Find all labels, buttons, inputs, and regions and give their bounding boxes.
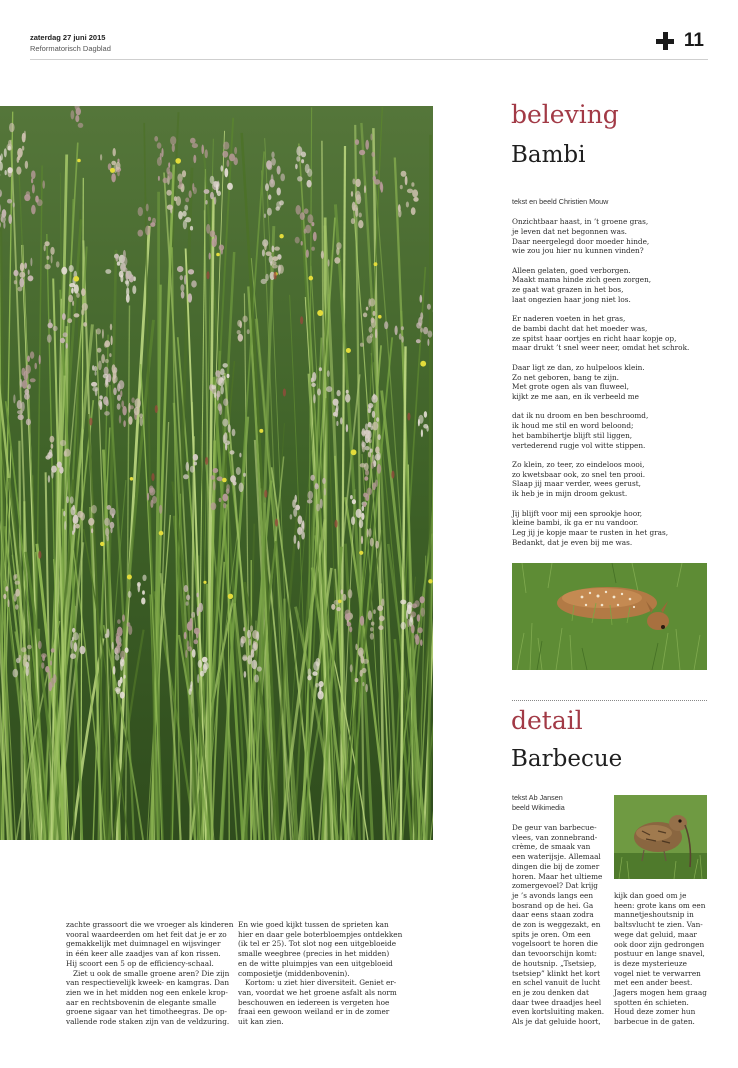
poem-line: Daar ligt ze dan, zo hulpeloos klein.	[512, 362, 645, 372]
poem-line: Maakt mama hinde zich geen zorgen,	[512, 275, 652, 285]
grass-meadow-photo	[0, 106, 433, 840]
text-line: van respectievelijk kweek- en kamgras. Dan	[66, 978, 230, 988]
text-line: met een ander beest.	[614, 978, 693, 988]
text-line: vallende rode staken zijn van de veldzuring.	[66, 1017, 230, 1027]
text-line: baltsvlucht te zien. Van-	[614, 920, 703, 930]
text-line: de houtsnip. „Tsetsiep,	[512, 958, 597, 968]
poem-line: dat ik nu droom en ben beschroomd,	[512, 411, 649, 421]
poem-title: Bambi	[511, 142, 586, 168]
text-line: wege dat geluid, maar	[614, 929, 697, 939]
poem-stanza	[512, 363, 712, 402]
text-line: tsetsiep” klinkt het kort	[512, 968, 601, 978]
poem-line: je leven dat net begonnen was.	[512, 226, 628, 236]
text-line: vooral waardeerden om het feit dat je er zo	[66, 929, 227, 939]
poem-line: Onzichtbaar haast, in ’t groene gras,	[512, 217, 649, 226]
text-line: Houd deze zomer hun	[614, 1007, 696, 1017]
detail-byline-text: tekst Ab Jansen	[512, 793, 563, 802]
poem-line: Er naderen voeten in het gras,	[512, 314, 626, 324]
poem-line: ik houd me stil en word beloond;	[512, 421, 634, 431]
poem-stanza	[512, 460, 712, 499]
woodcock-photo	[614, 795, 707, 879]
text-line: van, voordat we het groene asfalt als norm	[238, 987, 397, 997]
poem-stanza	[512, 266, 712, 305]
text-line: dingen die bij de zomer	[512, 861, 600, 871]
poem-line: Zo klein, zo teer, zo eindeloos mooi,	[512, 459, 645, 469]
text-line: zomergevoel? Dat krijg	[512, 881, 598, 891]
text-line: hier en daar gele boterbloempjes ontdekken	[238, 929, 403, 939]
text-line: en de witte pluimpjes van een uitgebloeid	[238, 958, 393, 968]
poem-line: ik heb je in mijn droom gekust.	[512, 489, 628, 499]
text-line: spotten én schieten.	[614, 997, 689, 1007]
section-kicker-beleving: beleving	[511, 100, 619, 129]
text-line: vogel niet te verwarren	[614, 968, 701, 978]
text-line: en schel vanuit de lucht	[512, 978, 601, 988]
poem-line: ze spitst haar oortjes en richt haar kopje op,	[512, 333, 677, 343]
detail-column-1	[512, 823, 612, 1027]
poem-line: kleine bambi, ik ga er nu vandoor.	[512, 518, 639, 528]
text-line: is deze mysterieuze	[614, 958, 687, 968]
text-line: Kortom: u ziet hier diversiteit. Geniet er-	[238, 978, 397, 988]
text-line: vogelsoort te horen die	[512, 939, 598, 949]
text-line: Hij scoort een 5 op de efficiency-schaal.	[66, 958, 214, 968]
text-line: En wie goed kijkt tussen de sprieten kan	[238, 920, 389, 929]
header-paper-name: Reformatorisch Dagblad	[30, 44, 111, 53]
text-line: zien we in het midden nog een enkele krop-	[66, 987, 228, 997]
section-kicker-detail: detail	[511, 706, 583, 735]
text-line: Jagers mogen hem graag	[614, 988, 707, 998]
poem-line: Daar neergelegd door moeder hinde,	[512, 236, 650, 246]
poem-line: wie zou jou hier nu kunnen vinden?	[512, 246, 644, 256]
text-line: postuur en lange snavel,	[614, 949, 705, 959]
text-line: bosrand op de hei. Ga	[512, 900, 594, 910]
text-line: De geur van barbecue-	[512, 823, 597, 832]
poem-line: het bambihertje blijft stil liggen,	[512, 430, 633, 440]
text-line: groene sigaar van het timotheegras. De op-	[66, 1007, 227, 1017]
poem-line: Met grote ogen als van fluweel,	[512, 382, 629, 392]
poem-line: laat ongezien haar jong niet los.	[512, 294, 631, 304]
text-line: mannetjeshoutsnip in	[614, 910, 694, 920]
text-line: de zon is weggezakt, en	[512, 920, 601, 930]
text-line: heen: grote kans om een	[614, 900, 706, 910]
poem-line: Alleen gelaten, goed verborgen.	[512, 265, 631, 275]
detail-byline-image: beeld Wikimedia	[512, 803, 565, 812]
poem-line: Zo net geboren, bang te zijn.	[512, 372, 619, 382]
text-line: crème, de smaak van	[512, 842, 591, 852]
text-line: je ’s avonds langs een	[512, 890, 594, 900]
poem-line: Bedankt, dat je even bij me was.	[512, 537, 633, 547]
text-line: fraai een gewoon weiland er in de zomer	[238, 1007, 390, 1017]
section-divider	[512, 700, 707, 701]
poem-line: ze gaat wat grazen in het bos,	[512, 285, 624, 295]
text-line: Als je dat geluide hoort,	[512, 1017, 601, 1027]
header-date: zaterdag 27 juni 2015	[30, 33, 106, 42]
page-header	[30, 32, 708, 60]
text-line: vlees, van zonnebrand-	[512, 832, 598, 842]
text-line: beschouwen en iedereen is vergeten hoe	[238, 997, 390, 1007]
text-line: gemakkelijk met duimnagel en wijsvinger	[66, 939, 221, 949]
text-line: horen. Maar het ultieme	[512, 871, 603, 881]
poem-line: Slaap jij maar verder, wees gerust,	[512, 479, 641, 489]
poem-stanza	[512, 217, 712, 256]
text-line: ook door zijn gedrongen	[614, 939, 705, 949]
text-line: barbecue in de gaten.	[614, 1017, 695, 1027]
plus-logo-icon	[656, 32, 674, 50]
text-line: composietje (middenbovenin).	[238, 968, 350, 978]
poem-line: Leg jij je kopje maar te rusten in het gras,	[512, 528, 669, 538]
detail-title: Barbecue	[511, 746, 623, 772]
text-line: in één keer alle zaadjes van af kon rissen.	[66, 949, 221, 959]
poem-line: kijkt ze me aan, en ik verbeeld me	[512, 392, 639, 402]
text-line: (ik tel er 25). Tot slot nog een uitgebloeide	[238, 939, 397, 949]
poem-line: zo kwetsbaar ook, zo snel ten prooi.	[512, 469, 646, 479]
text-line: aar en rechtsbovenin de elegante smalle	[66, 997, 217, 1007]
text-line: kijk dan goed om je	[614, 891, 687, 900]
fawn-photo	[512, 563, 707, 670]
text-line: zachte grassoort die we vroeger als kinderen	[66, 920, 234, 929]
poem-line: de bambi dacht dat het moeder was,	[512, 323, 648, 333]
text-line: dan tevoorschijn komt:	[512, 949, 597, 959]
poem-stanza	[512, 411, 712, 450]
detail-column-2	[614, 891, 710, 1027]
poem-line: vertederend rugje vol witte stippen.	[512, 440, 646, 450]
poem-line: maar drukt ’t snel weer neer, omdat het schrok.	[512, 343, 690, 353]
poem-stanza	[512, 509, 712, 548]
poem-stanza	[512, 314, 712, 353]
text-line: daar eens staan zodra	[512, 910, 594, 920]
article-column-2	[238, 920, 404, 1027]
text-line: daar twee draadjes heel	[512, 997, 602, 1007]
article-column-1	[66, 920, 232, 1027]
text-line: een waterijsje. Allemaal	[512, 852, 601, 862]
poem-byline: tekst en beeld Christien Mouw	[512, 197, 609, 206]
text-line: en je zou denken dat	[512, 987, 589, 997]
page-number: 11	[683, 30, 704, 51]
text-line: Ziet u ook de smalle groene aren? Die zijn	[66, 968, 230, 978]
text-line: spits je oren. Om een	[512, 929, 591, 939]
text-line: uit kan zien.	[238, 1017, 284, 1027]
poem-line: Jij blijft voor mij een sprookje hoor,	[512, 508, 643, 518]
poem-body	[512, 217, 712, 557]
text-line: even kortsluiting maken.	[512, 1007, 605, 1017]
text-line: smalle weegbree (precies in het midden)	[238, 949, 390, 959]
